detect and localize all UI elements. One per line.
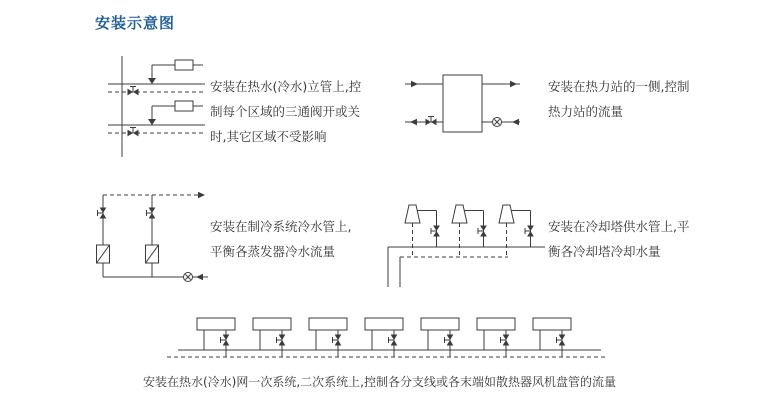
pump-icon [184,273,193,282]
balancing-valve-icon [277,335,286,346]
balancing-valve-icon [333,335,342,346]
fan-coil-unit [253,318,291,330]
terminal-unit-branch [421,318,459,357]
flow-arrow-icon [198,192,205,198]
terminal-unit-branch [533,318,571,357]
terminal-units-diagram [167,318,608,357]
fan-coil-unit [309,318,347,330]
flow-arrow-icon [410,119,417,125]
fan-coil-unit [365,318,403,330]
page-title: 安装示意图 [95,14,176,32]
terminal-unit-branch [477,318,515,357]
balancing-valve-icon [445,335,454,346]
caption-line: 衡各冷却塔冷却水量 [548,244,661,259]
balancing-valve-icon [501,335,510,346]
cooling-tower-unit [499,205,534,257]
cooling-tower-icon [499,205,514,223]
balancing-valve-icon [128,128,139,137]
evaporator-icon [146,245,159,263]
flow-arrow-icon [411,81,418,87]
caption-line: 安装在冷却塔供水管上,平 [548,219,690,234]
pump-icon [493,118,502,127]
chiller-caption [210,214,351,264]
three-way-valve-icon [148,78,156,84]
substation-diagram [405,75,520,132]
heat-station-box [443,75,482,132]
riser-zone-1 [108,60,205,95]
balancing-valve-icon [478,226,487,237]
fan-coil-unit [533,318,571,330]
terminal-unit [175,101,193,111]
cooling-tower-icon [452,205,467,223]
balancing-valve-icon [431,226,440,237]
caption-line: 平衡各蒸发器冷水流量 [210,244,336,259]
flow-arrow-icon [510,81,517,87]
balancing-valve-icon [221,335,230,346]
caption-line: 安装在热水(冷水)立管上,控 [210,79,362,94]
caption-line: 时,其它区域不受影响 [210,129,327,144]
fan-coil-unit [421,318,459,330]
balancing-valve-icon [525,226,534,237]
cooling-tower-unit [452,205,487,257]
terminal-unit-branch [309,318,347,357]
terminal-unit-branch [253,318,291,357]
riser-diagram [108,56,205,157]
balancing-valve-icon [426,117,437,126]
terminal-unit [175,60,193,70]
substation-caption [548,74,689,124]
fan-coil-unit [477,318,515,330]
riser-zone-2 [108,101,205,136]
caption-line: 安装在热力站的一侧,控制 [548,79,690,94]
cooling-tower-caption [548,214,689,264]
cooling-tower-icon [405,205,420,223]
caption-line: 热力站的流量 [548,104,624,119]
fan-coil-unit [197,318,235,330]
terminal-unit-branch [197,318,235,357]
caption-line: 制每个区域的三通阀开或关 [210,104,361,119]
flow-arrow-icon [512,119,519,125]
balancing-valve-icon [128,87,139,96]
balancing-valve-icon [389,335,398,346]
evaporator-icon [97,245,110,263]
balancing-valve-icon [98,208,107,219]
three-way-valve-icon [148,119,156,125]
terminal-unit-branch [365,318,403,357]
balancing-valve-icon [557,335,566,346]
terminal-units-caption: 安装在热水(冷水)网一次系统,二次系统上,控制各分支线或各末端如散热器风机盘管的流量 [143,375,616,389]
flow-arrow-icon [196,274,203,280]
caption-line: 安装在制冷系统冷水管上, [210,219,352,234]
riser-caption [210,74,361,149]
balancing-valve-icon [147,208,156,219]
cooling-tower-diagram [388,205,545,287]
cooling-tower-unit [405,205,440,257]
chiller-diagram [97,192,209,282]
